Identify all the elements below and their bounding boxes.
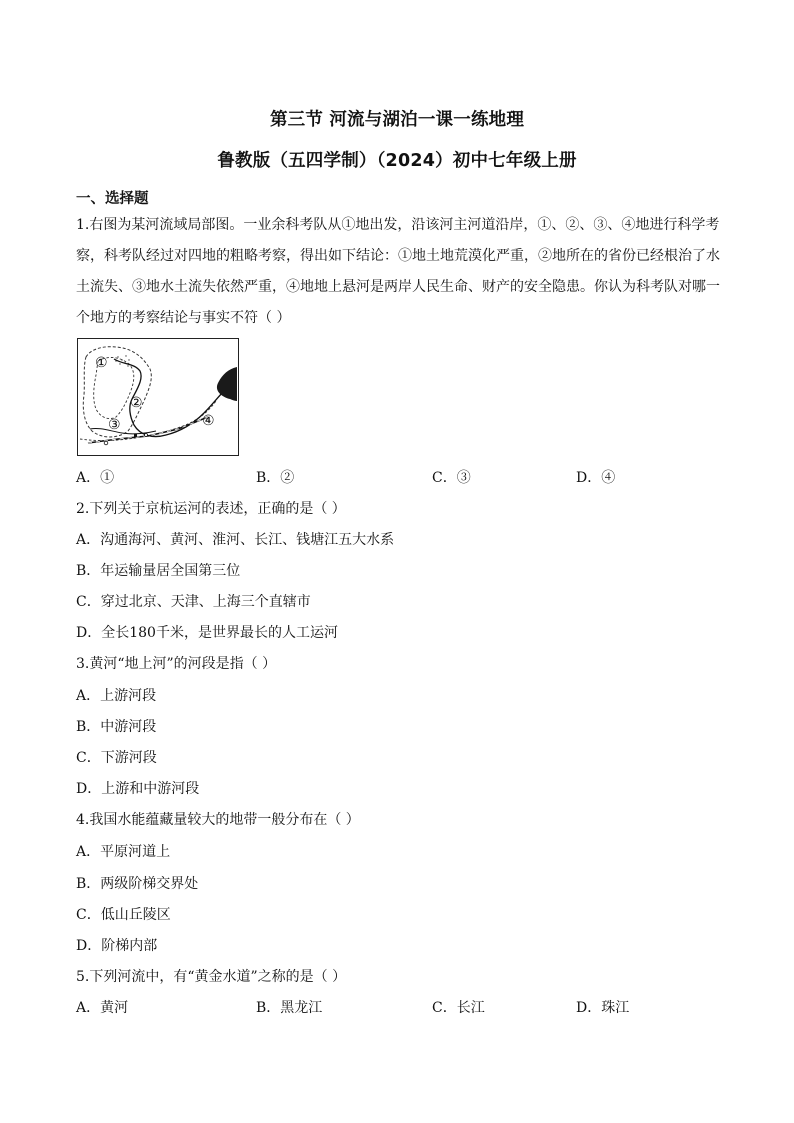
- map-label-2: ②: [130, 395, 143, 411]
- question-3-option-c: C．下游河段: [76, 750, 157, 766]
- question-3-stem: 3.黄河“地上河”的河段是指（ ）: [76, 656, 277, 672]
- river-basin-map: [77, 338, 239, 456]
- map-label-4: ④: [202, 413, 215, 429]
- question-5-option-a: A．黄河: [76, 1000, 129, 1016]
- question-5-option-d: D．珠江: [576, 1000, 630, 1016]
- question-5-stem: 5.下列河流中，有“黄金水道”之称的是（ ）: [76, 969, 347, 985]
- map-label-1: ①: [95, 355, 108, 371]
- question-4-option-a: A．平原河道上: [76, 844, 171, 860]
- question-3-option-d: D．上游和中游河段: [76, 781, 200, 797]
- question-1-option-c: C．③: [432, 470, 471, 486]
- question-2-option-a: A．沟通海河、黄河、淮河、长江、钱塘江五大水系: [76, 532, 395, 548]
- question-3-option-b: B．中游河段: [76, 719, 157, 735]
- document-title: 第三节 河流与湖泊一课一练地理: [269, 110, 525, 130]
- question-2-option-d: D．全长180千米，是世界最长的人工运河: [76, 625, 338, 641]
- question-2-option-b: B．年运输量居全国第三位: [76, 563, 241, 579]
- river-basin-map-drawing: [78, 339, 237, 454]
- section-heading: 一、选择题: [76, 191, 149, 207]
- question-5-option-b: B．黑龙江: [256, 1000, 323, 1016]
- question-5-option-c: C．长江: [432, 1000, 485, 1016]
- question-4-stem: 4.我国水能蕴藏量较大的地带一般分布在（ ）: [76, 812, 360, 828]
- document-subtitle: 鲁教版（五四学制）（2024）初中七年级上册: [217, 151, 577, 171]
- question-2-option-c: C．穿过北京、天津、上海三个直辖市: [76, 594, 311, 610]
- question-3-option-a: A．上游河段: [76, 688, 157, 704]
- question-4-option-d: D．阶梯内部: [76, 938, 158, 954]
- question-1-option-b: B．②: [256, 470, 295, 486]
- question-1-option-d: D．④: [576, 470, 616, 486]
- question-1-option-a: A．①: [76, 470, 115, 486]
- question-1-stem: 1.右图为某河流域局部图。一业余科考队从①地出发，沿该河主河道沿岸，①、②、③、④地进行科学考察，科考队经过对四地的粗略考察，得出如下结论：①地土地荒漠化严重，②地所在的省份已经根治了水土流失、③地水土流失依然严重，④地地上悬河是两岸人民生命、财产的安全隐患。你认为科考队对哪一个地方的考察结论与事实不符（ ）: [76, 217, 720, 326]
- map-label-3: ③: [108, 417, 121, 433]
- question-2-stem: 2.下列关于京杭运河的表述，正确的是（ ）: [76, 501, 346, 517]
- question-4-option-b: B．两级阶梯交界处: [76, 876, 199, 892]
- question-4-option-c: C．低山丘陵区: [76, 907, 171, 923]
